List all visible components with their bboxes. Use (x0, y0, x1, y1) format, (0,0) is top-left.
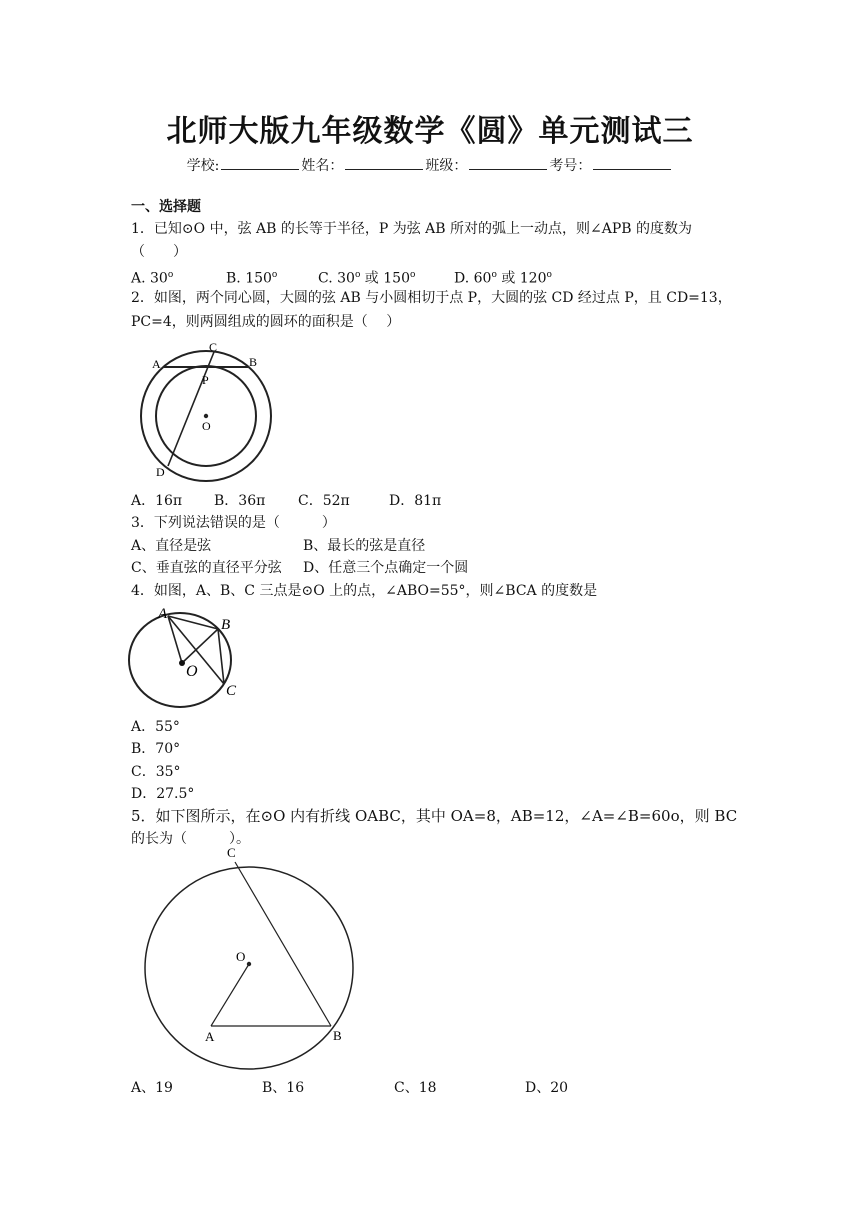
q2-label-d: D (156, 465, 165, 479)
q2-stem-line2: PC=4，则两圆组成的圆环的面积是（ ） (131, 314, 401, 330)
q2-label-b: B (249, 355, 258, 369)
q5-label-b: B (333, 1028, 342, 1043)
q4-label-a: A (158, 606, 168, 622)
q5-figure-circle-oabc (138, 842, 368, 1074)
q2-label-c: C (209, 340, 218, 354)
name-blank[interactable] (345, 157, 423, 170)
q2-stem-line1: 2．如图，两个同心圆，大圆的弦 AB 与小圆相切于点 P，大圆的弦 CD 经过点 P，且 CD=13， (131, 290, 732, 306)
q5-option-d[interactable]: D、20 (525, 1080, 569, 1096)
q5-option-c[interactable]: C、18 (394, 1080, 437, 1096)
q1-option-b[interactable]: B. 150$^o$ (226, 270, 278, 287)
q4-label-o: O (186, 663, 198, 680)
q5-option-b[interactable]: B、16 (262, 1080, 305, 1096)
q4-figure-circle-abc (128, 602, 244, 710)
q2-option-d[interactable]: D．81π (389, 493, 442, 509)
q4-segment-bc (218, 629, 224, 684)
q2-figure-concentric-circles (138, 338, 278, 486)
q4-segment-oa (168, 616, 182, 663)
q4-segment-ob (182, 629, 218, 663)
q4-option-a[interactable]: A．55° (131, 719, 180, 735)
q4-stem: 4．如图，A、B、C 三点是⊙O 上的点，∠ABO=55°，则∠BCA 的度数是 (131, 583, 598, 599)
q2-option-c[interactable]: C．52π (298, 493, 350, 509)
q5-label-c: C (227, 845, 236, 860)
q4-option-c[interactable]: C．35° (131, 764, 181, 780)
q5-options (131, 1079, 568, 1097)
q4-label-b: B (221, 617, 231, 633)
q2-label-a: A (152, 357, 161, 371)
q1-option-c[interactable]: C. 30$^o$ 或 150$^o$ (318, 270, 416, 287)
school-label: 学校: (186, 158, 220, 174)
q2-label-p: P (202, 373, 209, 387)
q3-option-b[interactable]: B、最长的弦是直径 (303, 538, 426, 554)
name-label: 姓名： (301, 158, 344, 174)
q1-stem-line1: 1．已知⊙O 中，弦 AB 的长等于半径，P 为弦 AB 所对的弧上一动点，则∠APB 的度数为 (131, 221, 693, 237)
q4-option-b[interactable]: B．70° (131, 741, 181, 757)
q5-stem-line1: 5．如下图所示，在⊙O 内有折线 OABC，其中 OA=8，AB=12，∠A=∠B=60o，则 BC (131, 807, 738, 825)
exam-no-blank[interactable] (593, 157, 671, 170)
q1-stem-line2: （ ） (131, 244, 187, 260)
q5-stem-line2: 的长为（ ）。 (131, 831, 250, 847)
q3-options-row2 (131, 559, 468, 577)
q4-center-dot (179, 660, 185, 666)
q3-stem: 3．下列说法错误的是（ ） (131, 515, 336, 531)
q5-label-a: A (205, 1029, 215, 1044)
q2-option-a[interactable]: A．16π (131, 493, 183, 509)
school-blank[interactable] (221, 157, 299, 170)
q3-options-row1 (131, 537, 425, 555)
q1-option-a[interactable]: A. 30$^o$ (131, 270, 174, 287)
q5-center-dot (247, 962, 251, 966)
q1-option-d[interactable]: D. 60$^o$ 或 120$^o$ (454, 270, 552, 287)
q4-label-c: C (226, 683, 237, 699)
q1-options (131, 266, 552, 288)
q4-option-d[interactable]: D．27.5° (131, 786, 195, 802)
class-blank[interactable] (469, 157, 547, 170)
q2-option-b[interactable]: B．36π (214, 493, 266, 509)
q5-segment-bc (235, 862, 331, 1026)
q5-label-o: O (236, 949, 246, 964)
q5-segment-oa (211, 964, 249, 1026)
q4-circle (129, 613, 231, 707)
q3-option-c[interactable]: C、垂直弦的直径平分弦 (131, 560, 282, 576)
q5-option-a[interactable]: A、19 (131, 1080, 173, 1096)
q2-options (131, 492, 441, 510)
q2-center-dot (204, 414, 208, 418)
class-label: 班级： (425, 158, 468, 174)
page-title: 北师大版九年级数学《圆》单元测试三 (166, 114, 694, 149)
q5-circle (145, 867, 353, 1069)
q2-label-o: O (202, 419, 211, 433)
q3-option-d[interactable]: D、任意三个点确定一个圆 (303, 560, 469, 576)
q3-option-a[interactable]: A、直径是弦 (131, 538, 212, 554)
student-info-line (0, 155, 860, 175)
section-heading: 一、选择题 (131, 199, 201, 215)
exam-no-label: 考号： (549, 158, 592, 174)
